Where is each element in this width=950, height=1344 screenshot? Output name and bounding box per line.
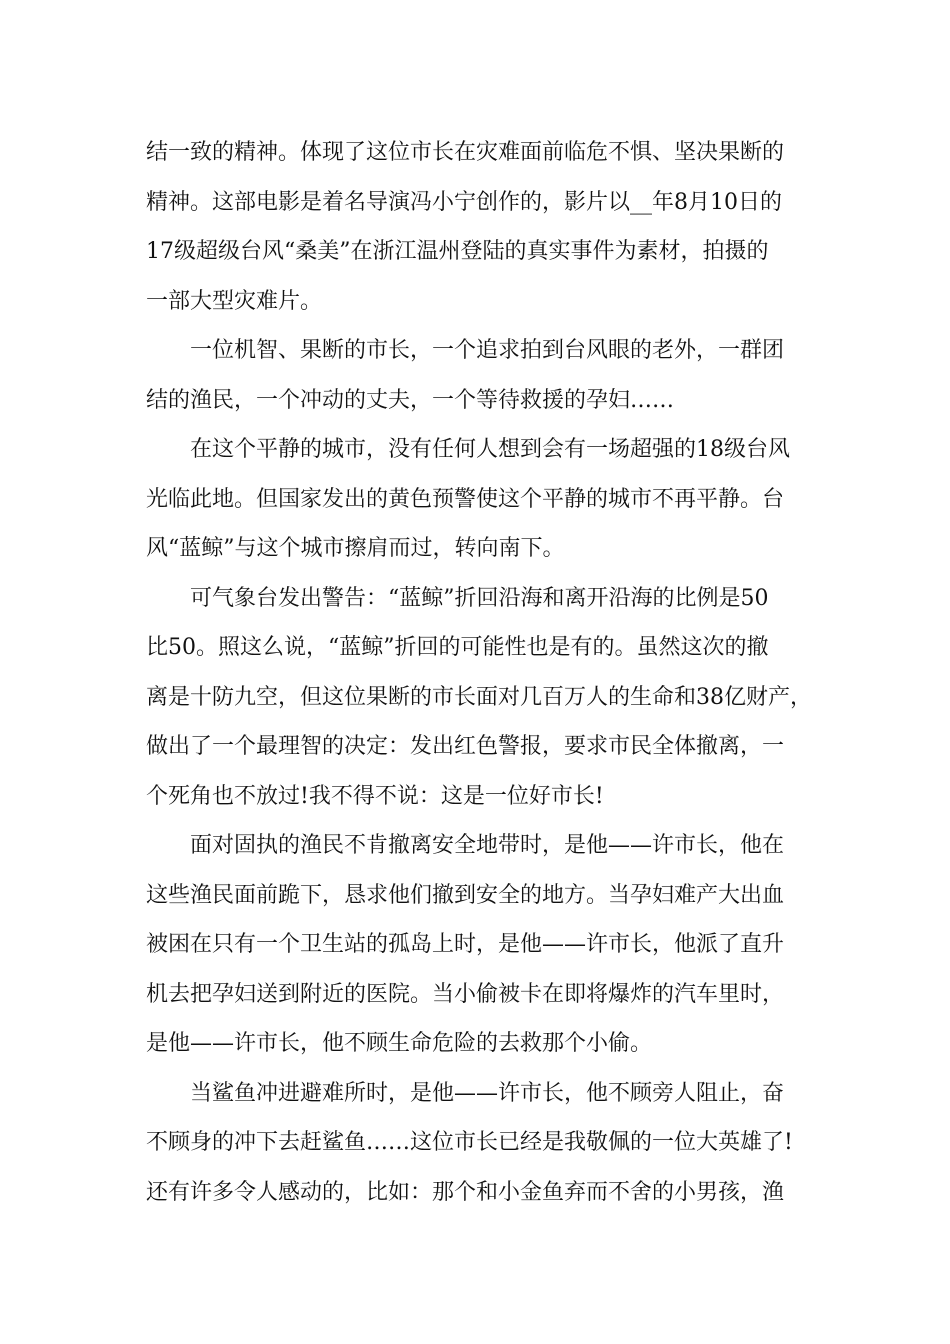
document-body	[146, 128, 826, 1217]
text-line: 风“蓝鲸”与这个城市擦肩而过，转向南下。	[146, 536, 565, 561]
text-line: 个死角也不放过!我不得不说：这是一位好市长!	[146, 783, 604, 809]
text-line: 机去把孕妇送到附近的医院。当小偷被卡在即将爆炸的汽车里时，	[146, 981, 785, 1007]
text-line: 做出了一个最理智的决定：发出红色警报，要求市民全体撤离，一	[146, 734, 785, 759]
text-line: 是他——许市长，他不顾生命危险的去救那个小偷。	[146, 1031, 653, 1056]
text-line: 当鲨鱼冲进避难所时，是他——许市长，他不顾旁人阻止，奋	[190, 1080, 785, 1106]
text-line: 在这个平静的城市，没有任何人想到会有一场超强的18级台风	[190, 437, 790, 462]
text-line: 这些渔民面前跪下，恳求他们撤到安全的地方。当孕妇难产大出血	[146, 882, 785, 908]
text-line: 被困在只有一个卫生站的孤岛上时，是他——许市长，他派了直升	[146, 932, 785, 957]
text-line: 光临此地。但国家发出的黄色预警使这个平静的城市不再平静。台	[146, 486, 785, 512]
text-line: 17级超级台风“桑美”在浙江温州登陆的真实事件为素材，拍摄的	[146, 239, 769, 264]
text-line: 一部大型灾难片。	[146, 288, 323, 314]
text-line: 结一致的精神。体现了这位市长在灾难面前临危不惧、坚决果断的	[146, 140, 785, 165]
text-line: 精神。这部电影是着名导演冯小宁创作的，影片以__年8月10日的	[146, 189, 782, 215]
text-line: 结的渔民，一个冲动的丈夫，一个等待救援的孕妇……	[146, 387, 675, 413]
text-line: 面对固执的渔民不肯撤离安全地带时，是他——许市长，他在	[190, 833, 785, 858]
text-line: 比50。照这么说，“蓝鲸”折回的可能性也是有的。虽然这次的撤	[146, 635, 769, 660]
text-line: 离是十防九空，但这位果断的市长面对几百万人的生命和38亿财产，	[146, 684, 812, 710]
text-line: 还有许多令人感动的，比如：那个和小金鱼弃而不舍的小男孩，渔	[146, 1179, 785, 1205]
text-line: 不顾身的冲下去赶鲨鱼……这位市长已经是我敬佩的一位大英雄了!	[146, 1130, 793, 1155]
text-line: 可气象台发出警告：“蓝鲸”折回沿海和离开沿海的比例是50	[190, 585, 769, 611]
text-line: 一位机智、果断的市长，一个追求拍到台风眼的老外，一群团	[190, 338, 785, 363]
